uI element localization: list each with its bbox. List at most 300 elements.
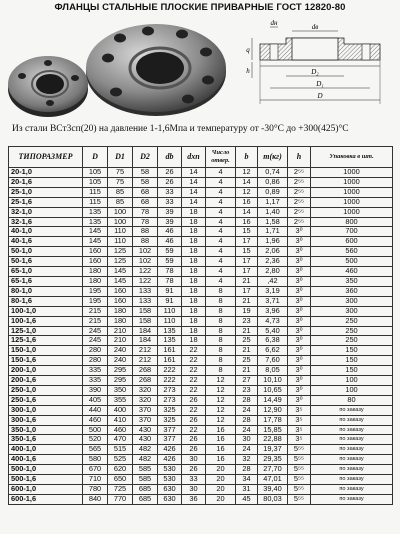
cell-package: 150 [311,356,393,366]
cell-dhp: 26 [182,435,206,445]
header-h: h [288,147,311,168]
table-row [9,494,393,504]
header-d: D [83,147,108,168]
cell-size: 500-1,6 [9,475,83,485]
cell-package: 800 [311,217,393,227]
cell-b: 15 [236,227,258,237]
cell-d: 145 [83,227,108,237]
table-row [9,346,393,356]
cell-d1: 515 [108,445,133,455]
cell-h: 3⁵ [288,405,311,415]
cell-size: 20-1,0 [9,168,83,178]
cell-d1: 210 [108,326,133,336]
cell-h: 3⁰ [288,316,311,326]
cell-db: 630 [158,494,182,504]
cell-dhp: 26 [182,415,206,425]
cell-d2: 78 [133,207,158,217]
cell-dhp: 30 [182,485,206,495]
cell-d2: 585 [133,465,158,475]
table-row [9,187,393,197]
cell-d: 160 [83,247,108,257]
cell-size: 80-1,0 [9,286,83,296]
cell-d: 840 [83,494,108,504]
cell-holes: 8 [206,296,236,306]
cell-b: 24 [236,405,258,415]
cell-db: 110 [158,306,182,316]
cell-size: 200-1,0 [9,366,83,376]
cell-b: 21 [236,296,258,306]
cell-b: 16 [236,197,258,207]
cell-mass: 10,65 [258,385,288,395]
cell-b: 30 [236,435,258,445]
table-row [9,366,393,376]
table-row [9,296,393,306]
cell-mass: 6,62 [258,346,288,356]
cell-mass: 80,03 [258,494,288,504]
cell-mass: ,42 [258,276,288,286]
cell-b: 15 [236,247,258,257]
cell-package: 360 [311,286,393,296]
table-row [9,197,393,207]
cell-holes: 16 [206,445,236,455]
cell-b: 27 [236,376,258,386]
cell-d: 160 [83,257,108,267]
cell-db: 426 [158,445,182,455]
cell-size: 50-1,0 [9,247,83,257]
cell-d2: 212 [133,346,158,356]
cell-db: 161 [158,356,182,366]
cell-holes: 4 [206,217,236,227]
cell-db: 630 [158,485,182,495]
cell-h: 5⁵⁵ [288,475,311,485]
cell-mass: 1,58 [258,217,288,227]
cell-mass: 2,06 [258,247,288,257]
table-row [9,475,393,485]
cell-mass: 47,01 [258,475,288,485]
cell-b: 21 [236,276,258,286]
table-body [9,168,393,505]
table-row [9,326,393,336]
cell-b: 21 [236,346,258,356]
cell-h: 3⁰ [288,336,311,346]
cell-mass: 3,96 [258,306,288,316]
label-d2: D₂ [311,68,319,76]
cell-size: 350-1,6 [9,435,83,445]
table-row [9,237,393,247]
cell-dhp: 36 [182,494,206,504]
header-d2: D2 [133,147,158,168]
cell-mass: 39,40 [258,485,288,495]
cell-h: 2⁵⁵ [288,168,311,178]
cell-d1: 350 [108,385,133,395]
cell-holes: 8 [206,326,236,336]
cell-db: 33 [158,187,182,197]
cell-size: 400-1,0 [9,445,83,455]
cell-h: 3⁰ [288,376,311,386]
cell-d: 710 [83,475,108,485]
cell-db: 59 [158,247,182,257]
cell-h: 3⁰ [288,227,311,237]
material-note: Из стали ВСт3сп(20) на давление 1-1,6Мпа и температуру от -30°С до +300(425)°С [12,124,349,134]
label-q: q [246,46,250,54]
cell-d1: 160 [108,286,133,296]
cell-size: 125-1,0 [9,326,83,336]
header-package: Упаковка в шт. [311,147,393,168]
cell-dhp: 30 [182,455,206,465]
cell-b: 14 [236,207,258,217]
cell-d2: 78 [133,217,158,227]
cell-size: 40-1,0 [9,227,83,237]
cell-h: 3⁰ [288,267,311,277]
cell-package: 560 [311,247,393,257]
cell-b: 24 [236,425,258,435]
cell-mass: 3,71 [258,296,288,306]
cell-size: 350-1,0 [9,425,83,435]
cell-b: 28 [236,395,258,405]
cell-size: 300-1,0 [9,405,83,415]
cell-db: 325 [158,405,182,415]
cell-b: 28 [236,415,258,425]
cell-dhp: 18 [182,276,206,286]
cell-h: 3⁵ [288,415,311,425]
cell-d: 115 [83,187,108,197]
cell-d1: 240 [108,356,133,366]
table-row [9,385,393,395]
cell-size: 600-1,6 [9,494,83,504]
cell-d1: 620 [108,465,133,475]
cell-d: 500 [83,425,108,435]
cell-b: 25 [236,356,258,366]
header-type: ТИПОРАЗМЕР [9,147,83,168]
cell-b: 45 [236,494,258,504]
cell-mass: 22,88 [258,435,288,445]
table-header-row [9,147,393,168]
cell-d: 405 [83,395,108,405]
cell-package: 600 [311,237,393,247]
flange-photo [6,20,236,120]
cell-h: 3⁰ [288,237,311,247]
cell-size: 400-1,6 [9,455,83,465]
cell-dhp: 26 [182,465,206,475]
header-dhp: dхп [182,147,206,168]
cell-b: 34 [236,475,258,485]
cell-dhp: 14 [182,177,206,187]
cell-d2: 88 [133,227,158,237]
cell-d1: 100 [108,217,133,227]
cell-holes: 8 [206,336,236,346]
cell-size: 250-1,0 [9,385,83,395]
cell-size: 25-1,6 [9,197,83,207]
cell-holes: 8 [206,316,236,326]
cell-d1: 410 [108,415,133,425]
label-dn: dн [270,19,278,27]
flange-large [86,24,226,116]
cell-holes: 12 [206,385,236,395]
cell-d: 670 [83,465,108,475]
cell-d2: 58 [133,168,158,178]
cell-d2: 122 [133,267,158,277]
cell-d2: 685 [133,494,158,504]
cell-d1: 145 [108,267,133,277]
cell-holes: 4 [206,187,236,197]
cell-package: по заказу [311,455,393,465]
table-row [9,316,393,326]
cell-mass: 0,74 [258,168,288,178]
cell-size: 300-1,6 [9,415,83,425]
cell-size: 150-1,0 [9,346,83,356]
label-d1: D₁ [316,80,324,88]
cell-mass: 2,80 [258,267,288,277]
cell-h: 3⁰ [288,306,311,316]
cell-d2: 58 [133,177,158,187]
cell-h: 3⁰ [288,385,311,395]
cell-size: 40-1,6 [9,237,83,247]
cell-h: 3⁰ [288,346,311,356]
cell-d1: 75 [108,168,133,178]
cell-dhp: 26 [182,445,206,455]
cell-db: 46 [158,227,182,237]
cell-h: 3⁰ [288,286,311,296]
cell-d: 115 [83,197,108,207]
cell-package: по заказу [311,405,393,415]
cell-size: 125-1,6 [9,336,83,346]
cell-holes: 4 [206,267,236,277]
cell-d1: 725 [108,485,133,495]
cell-size: 25-1,0 [9,187,83,197]
cell-holes: 4 [206,237,236,247]
cell-size: 32-1,6 [9,217,83,227]
cell-d1: 240 [108,346,133,356]
cell-package: по заказу [311,485,393,495]
cell-mass: 29,35 [258,455,288,465]
cell-d2: 158 [133,316,158,326]
cell-d2: 430 [133,435,158,445]
cell-d: 145 [83,237,108,247]
cell-dhp: 18 [182,296,206,306]
cell-dhp: 14 [182,168,206,178]
cell-holes: 4 [206,276,236,286]
cell-db: 273 [158,395,182,405]
page-title: ФЛАНЦЫ СТАЛЬНЫЕ ПЛОСКИЕ ПРИВАРНЫЕ ГОСТ 12820-80 [54,2,346,13]
cell-h: 3⁵ [288,425,311,435]
cell-d2: 68 [133,197,158,207]
cell-h: 3⁰ [288,366,311,376]
cell-package: по заказу [311,445,393,455]
cell-db: 222 [158,366,182,376]
cell-d1: 460 [108,425,133,435]
cell-d1: 75 [108,177,133,187]
cell-h: 3⁰ [288,276,311,286]
cell-package: 300 [311,296,393,306]
cell-package: 700 [311,227,393,237]
cell-h: 3⁰ [288,257,311,267]
cell-holes: 4 [206,227,236,237]
cell-b: 24 [236,445,258,455]
table-row [9,267,393,277]
cell-d: 245 [83,336,108,346]
cell-package: 80 [311,395,393,405]
cell-b: 17 [236,286,258,296]
cell-d2: 133 [133,296,158,306]
table-row [9,247,393,257]
cell-d: 105 [83,177,108,187]
cell-dhp: 18 [182,227,206,237]
cell-b: 21 [236,366,258,376]
cell-mass: 27,70 [258,465,288,475]
cell-package: 1000 [311,187,393,197]
cell-d2: 370 [133,405,158,415]
cell-mass: 10,10 [258,376,288,386]
cell-d: 135 [83,217,108,227]
cell-b: 23 [236,385,258,395]
cell-h: 3⁰ [288,356,311,366]
cell-d: 180 [83,276,108,286]
cell-db: 135 [158,336,182,346]
cell-db: 222 [158,376,182,386]
cell-b: 31 [236,485,258,495]
cell-d: 440 [83,405,108,415]
cell-dhp: 18 [182,316,206,326]
cell-holes: 12 [206,415,236,425]
cell-package: 1000 [311,177,393,187]
cell-d: 105 [83,168,108,178]
cell-b: 12 [236,187,258,197]
cell-d1: 400 [108,405,133,415]
cell-dhp: 18 [182,237,206,247]
cell-holes: 4 [206,168,236,178]
cell-b: 17 [236,237,258,247]
cell-d1: 210 [108,336,133,346]
cell-mass: 3,19 [258,286,288,296]
cell-d: 580 [83,455,108,465]
cell-db: 91 [158,286,182,296]
cell-holes: 20 [206,475,236,485]
cell-d2: 212 [133,356,158,366]
cell-h: 2⁵⁵ [288,207,311,217]
cell-d2: 68 [133,187,158,197]
cell-holes: 4 [206,177,236,187]
cell-h: 5⁵⁵ [288,485,311,495]
cell-d1: 295 [108,376,133,386]
table-row [9,376,393,386]
table-row [9,217,393,227]
cell-d2: 122 [133,276,158,286]
cell-dhp: 18 [182,306,206,316]
cell-h: 3⁵ [288,435,311,445]
cell-d2: 430 [133,425,158,435]
cell-d2: 102 [133,247,158,257]
cell-db: 377 [158,435,182,445]
cell-mass: 1,71 [258,227,288,237]
cell-package: по заказу [311,425,393,435]
cell-d: 180 [83,267,108,277]
cell-size: 80-1,6 [9,296,83,306]
cell-holes: 8 [206,286,236,296]
cell-mass: 7,60 [258,356,288,366]
label-h: h [246,67,250,75]
cell-db: 46 [158,237,182,247]
cell-package: 460 [311,267,393,277]
cell-package: 300 [311,306,393,316]
cell-dhp: 18 [182,286,206,296]
header-b: b [236,147,258,168]
header-db: db [158,147,182,168]
cell-b: 17 [236,267,258,277]
cell-d2: 133 [133,286,158,296]
cell-holes: 20 [206,465,236,475]
cell-package: 100 [311,376,393,386]
cell-d: 565 [83,445,108,455]
table-row [9,276,393,286]
cell-package: 500 [311,257,393,267]
table-row [9,405,393,415]
cell-d1: 355 [108,395,133,405]
cell-holes: 16 [206,435,236,445]
cell-mass: 19,37 [258,445,288,455]
label-d: D [317,92,323,100]
cell-d2: 482 [133,455,158,465]
cell-b: 25 [236,336,258,346]
cell-package: 150 [311,366,393,376]
cell-dhp: 18 [182,217,206,227]
flange-cross-section-drawing [240,18,396,118]
cell-package: 350 [311,276,393,286]
cell-dhp: 18 [182,326,206,336]
cell-db: 530 [158,465,182,475]
cell-size: 20-1,6 [9,177,83,187]
cell-d1: 160 [108,296,133,306]
table-row [9,445,393,455]
cell-d1: 145 [108,276,133,286]
cell-mass: 1,40 [258,207,288,217]
cell-dhp: 22 [182,346,206,356]
cell-holes: 8 [206,366,236,376]
cell-d1: 295 [108,366,133,376]
cell-d: 245 [83,326,108,336]
cell-h: 5⁵⁵ [288,494,311,504]
cell-holes: 4 [206,207,236,217]
cell-db: 110 [158,316,182,326]
cell-db: 426 [158,455,182,465]
cell-holes: 12 [206,395,236,405]
cell-db: 325 [158,415,182,425]
cell-mass: 15,85 [258,425,288,435]
table-row [9,227,393,237]
cell-d: 780 [83,485,108,495]
table-row [9,415,393,425]
cell-d: 335 [83,366,108,376]
cell-d: 390 [83,385,108,395]
cell-b: 14 [236,177,258,187]
cell-d2: 370 [133,415,158,425]
cell-b: 28 [236,465,258,475]
cell-mass: 2,36 [258,257,288,267]
cell-d: 520 [83,435,108,445]
table-row [9,336,393,346]
cell-d: 280 [83,356,108,366]
cell-d: 335 [83,376,108,386]
cell-d: 215 [83,306,108,316]
cell-holes: 4 [206,197,236,207]
cell-db: 26 [158,177,182,187]
cell-h: 2⁵⁵ [288,217,311,227]
cell-holes: 8 [206,356,236,366]
cell-h: 2⁵⁵ [288,187,311,197]
cell-mass: 14,49 [258,395,288,405]
cell-d2: 184 [133,326,158,336]
cell-b: 17 [236,257,258,267]
cell-size: 500-1,0 [9,465,83,475]
